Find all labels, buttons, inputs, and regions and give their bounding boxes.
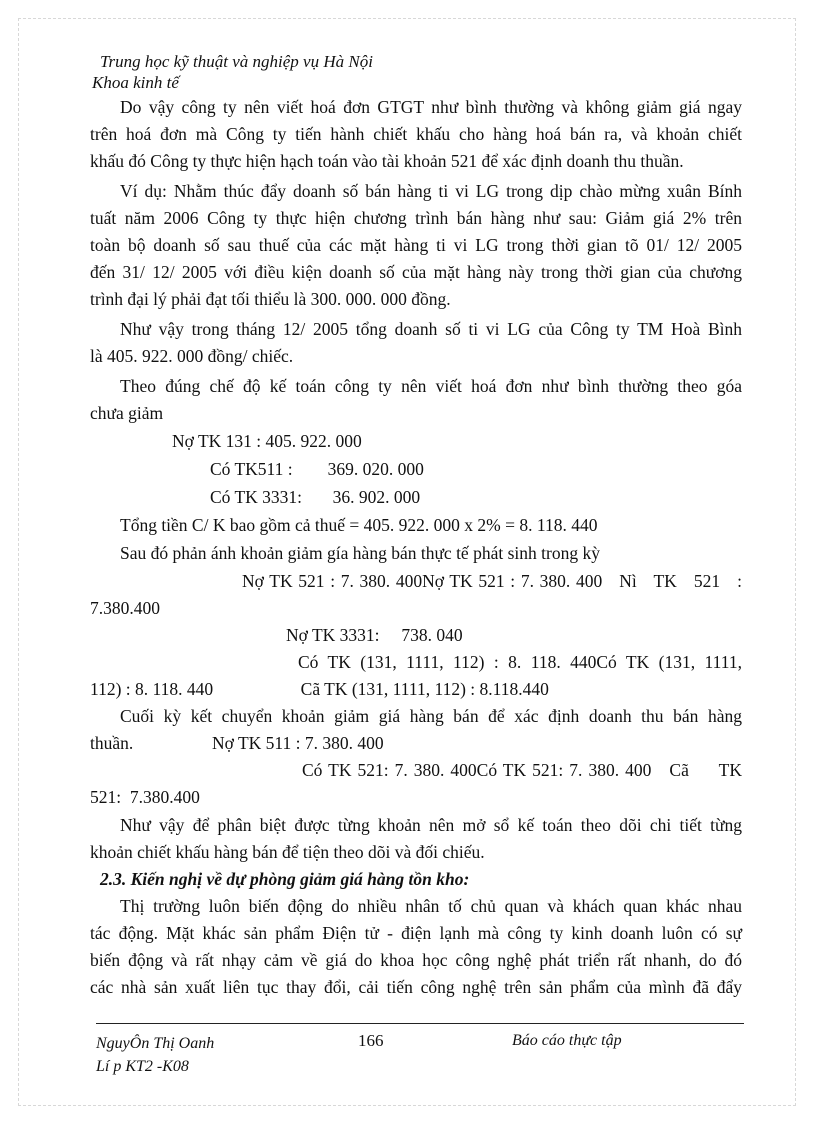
section-heading: 2.3. Kiến nghị về dự phòng giảm giá hàng tồn kho:: [100, 869, 470, 889]
body-line-27: Như vậy để phân biệt được từng khoản nên mở sổ kế toán theo dõi chi tiết từng: [120, 815, 742, 835]
body-line-24: thuần. Nợ TK 511 : 7. 380. 400: [90, 733, 384, 753]
body-line-6: toàn bộ doanh số sau thuế của các mặt hàng ti vi LG trong thời gian tõ 01/ 12/ 2005: [90, 235, 742, 255]
entry-credit-521-cont: 521: 7.380.400: [90, 787, 200, 807]
entry-debit-3331: Nợ TK 3331: 738. 040: [286, 625, 463, 645]
body-line-31: tác động. Mặt khác sản phẩm Điện tử - điện lạnh mà công ty kinh doanh luôn có sự: [90, 923, 742, 943]
entry-credit-3331: Có TK 3331: 36. 902. 000: [210, 487, 421, 507]
entry-debit-521-cont: 7.380.400: [90, 598, 160, 618]
body-line-12: chưa giảm: [90, 403, 164, 423]
header-department: Khoa kinh tế: [92, 73, 179, 92]
footer-report-title: Báo cáo thực tập: [512, 1032, 622, 1049]
entry-credit-521: Có TK 521: 7. 380. 400Có TK 521: 7. 380. 400 Cã TK: [302, 760, 742, 780]
body-line-9: Như vậy trong tháng 12/ 2005 tổng doanh số ti vi LG của Công ty TM Hoà Bình: [120, 319, 742, 339]
footer-author: NguyÔn Thị Oanh: [96, 1035, 215, 1052]
body-line-33: các nhà sản xuất liên tục thay đổi, cải tiến công nghệ trên sản phẩm của mình đã đẩy: [90, 977, 742, 997]
body-line-32: biến động và rất nhạy cảm về giá do khoa học công nghệ phát triển rất nhanh, do đó: [90, 950, 742, 970]
entry-credit-131-cont: 112) : 8. 118. 440 Cã TK (131, 1111, 112) : 8.118.440: [90, 679, 549, 699]
body-line-4: Ví dụ: Nhằm thúc đẩy doanh số bán hàng ti vi LG trong dịp chào mừng xuân Bính: [120, 181, 742, 201]
body-line-3: khấu đó Công ty thực hiện hạch toán vào tài khoản 521 để xác định doanh thu thuần.: [90, 151, 684, 171]
body-line-5: tuất năm 2006 Công ty thực hiện chương trình bán hàng như sau: Giảm giá 2% trên: [90, 208, 742, 228]
entry-credit-511: Có TK511 : 369. 020. 000: [210, 459, 424, 479]
body-line-11: Theo đúng chế độ kế toán công ty nên viết hoá đơn như bình thường theo góa: [120, 376, 742, 396]
page-number: 166: [358, 1031, 384, 1050]
entry-debit-521: Nợ TK 521 : 7. 380. 400Nợ TK 521 : 7. 380. 400 Nì TK 521 :: [242, 571, 742, 591]
entry-debit-131: Nợ TK 131 : 405. 922. 000: [172, 431, 362, 451]
body-line-30: Thị trường luôn biến động do nhiều nhân tố chủ quan và khách quan khác nhau: [120, 896, 742, 916]
body-line-7: đến 31/ 12/ 2005 với điều kiện doanh số của mặt hàng này trong thời gian của chương: [90, 262, 742, 282]
header-school: Trung học kỹ thuật và nghiệp vụ Hà Nội: [100, 52, 373, 71]
body-line-1: Do vậy công ty nên viết hoá đơn GTGT như bình thường và không giảm giá ngay: [120, 97, 742, 117]
body-line-2: trên hoá đơn mà Công ty tiến hành chiết khấu cho hàng hoá bán ra, và khoản chiết: [90, 124, 742, 144]
body-line-10: là 405. 922. 000 đồng/ chiếc.: [90, 346, 294, 366]
body-line-17: Sau đó phản ánh khoản giảm gía hàng bán thực tế phát sinh trong kỳ: [120, 543, 600, 563]
body-line-28: khoản chiết khấu hàng bán để tiện theo dõi và đối chiếu.: [90, 842, 485, 862]
body-line-23: Cuối kỳ kết chuyển khoản giảm giá hàng bán để xác định doanh thu bán hàng: [120, 706, 742, 726]
footer-rule: [96, 1023, 744, 1024]
body-line-8: trình đại lý phải đạt tối thiểu là 300. 000. 000 đồng.: [90, 289, 451, 309]
entry-credit-131: Có TK (131, 1111, 112) : 8. 118. 440Có TK (131, 1111,: [298, 652, 742, 672]
footer-class: Lí p KT2 -K08: [96, 1058, 189, 1075]
body-line-16: Tổng tiền C/ K bao gồm cả thuế = 405. 922. 000 x 2% = 8. 118. 440: [120, 515, 598, 535]
